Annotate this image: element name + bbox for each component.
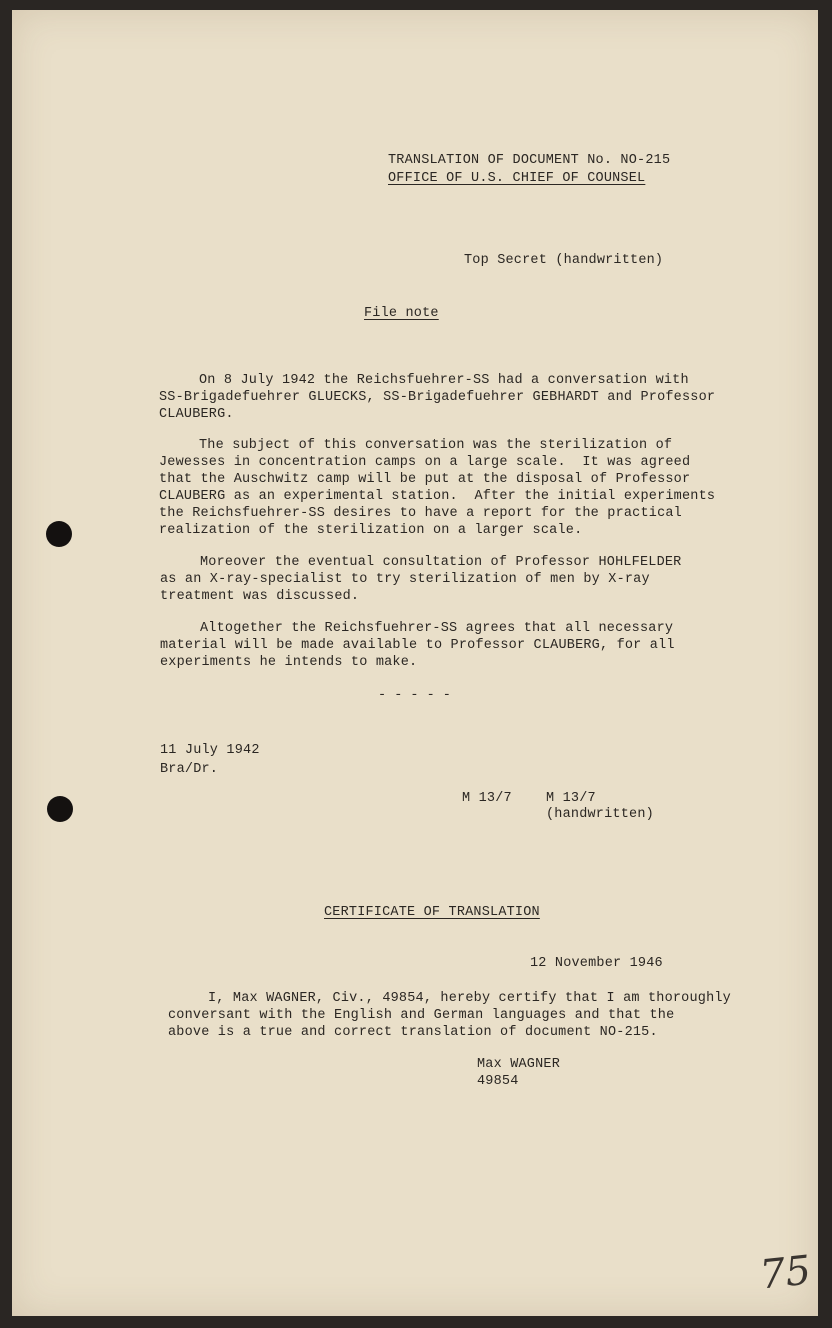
paragraph-line: treatment was discussed. xyxy=(160,589,360,604)
signature-name: Max WAGNER xyxy=(477,1057,561,1072)
paragraph-line: On 8 July 1942 the Reichsfuehrer-SS had a conversation with xyxy=(199,373,689,388)
certificate-line: conversant with the English and German languages and that the xyxy=(168,1008,675,1023)
paragraph-line: CLAUBERG as an experimental station. After the initial experiments xyxy=(159,489,716,504)
classification: Top Secret (handwritten) xyxy=(464,253,664,268)
certificate-title: CERTIFICATE OF TRANSLATION xyxy=(324,905,540,920)
page-title: File note xyxy=(364,306,439,321)
paragraph-line: material will be made available to Professor CLAUBERG, for all xyxy=(160,638,675,653)
paragraph-line: SS-Brigadefuehrer GLUECKS, SS-Brigadefuehrer GEBHARDT and Professor xyxy=(159,390,716,405)
certificate-date: 12 November 1946 xyxy=(530,956,663,971)
page-number: 75 xyxy=(757,1247,814,1299)
paragraph-line: The subject of this conversation was the sterilization of xyxy=(199,438,673,453)
handwritten-note: (handwritten) xyxy=(546,807,654,822)
paragraph-line: Jewesses in concentration camps on a large scale. It was agreed xyxy=(159,455,691,470)
paragraph-1 xyxy=(159,372,729,423)
handwritten-initials: M 13/7 xyxy=(546,791,596,806)
signature-number: 49854 xyxy=(477,1074,519,1089)
paragraph-2 xyxy=(159,437,729,539)
date: 11 July 1942 xyxy=(160,743,260,758)
document-page xyxy=(12,10,818,1316)
paragraph-line: experiments he intends to make. xyxy=(160,655,418,670)
paragraph-line: as an X-ray-specialist to try sterilization of men by X-ray xyxy=(160,572,650,587)
paragraph-line: Moreover the eventual consultation of Professor HOHLFELDER xyxy=(200,555,682,570)
paragraph-line: realization of the sterilization on a larger scale. xyxy=(159,523,583,538)
paragraph-line: that the Auschwitz camp will be put at the disposal of Professor xyxy=(159,472,691,487)
paragraph-3 xyxy=(160,554,730,605)
reference: Bra/Dr. xyxy=(160,762,219,777)
punch-hole-icon xyxy=(46,521,72,547)
certificate-text xyxy=(168,990,738,1041)
separator: - - - - - xyxy=(378,688,451,703)
certificate-line: I, Max WAGNER, Civ., 49854, hereby certify that I am thoroughly xyxy=(208,991,731,1006)
header-line-1: TRANSLATION OF DOCUMENT No. NO-215 xyxy=(388,153,671,168)
paragraph-4 xyxy=(160,620,730,671)
paragraph-line: Altogether the Reichsfuehrer-SS agrees that all necessary xyxy=(200,621,674,636)
paragraph-line: CLAUBERG. xyxy=(159,407,234,422)
punch-hole-icon xyxy=(47,796,73,822)
paragraph-line: the Reichsfuehrer-SS desires to have a report for the practical xyxy=(159,506,682,521)
header-line-2: OFFICE OF U.S. CHIEF OF COUNSEL xyxy=(388,171,646,186)
certificate-line: above is a true and correct translation of document NO-215. xyxy=(168,1025,658,1040)
typed-initials: M 13/7 xyxy=(462,791,512,806)
